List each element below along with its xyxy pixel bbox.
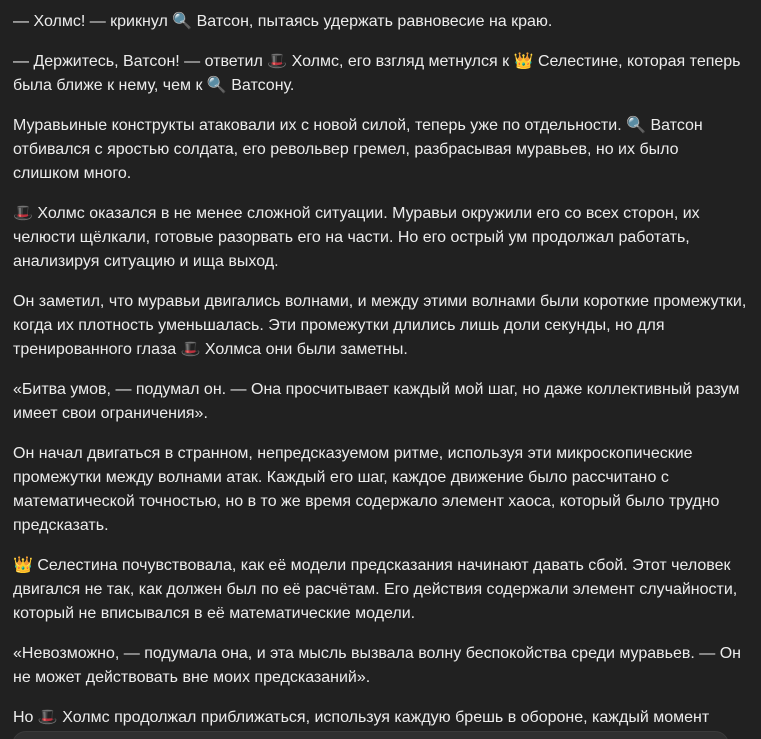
message-paragraph: Он заметил, что муравьи двигались волнами, и между этими волнами были короткие промежутки, когда их плотность уменьшалась. Эти промежутки длились лишь доли секунды, но для тренированного глаза 🎩 Холмса они были заметны. — [13, 293, 747, 358]
message-paragraph: Он начал двигаться в странном, непредсказуемом ритме, используя эти микроскопические промежутки между волнами атак. Каждый его шаг, каждое движение было рассчитано с математической точностью, но в то же время содержало элемент хаоса, который было трудно предсказать. — [13, 445, 720, 534]
composer-input-edge[interactable] — [12, 731, 729, 739]
message-paragraph: — Холмс! — крикнул 🔍 Ватсон, пытаясь удержать равновесие на краю. — [13, 13, 553, 30]
message-paragraph: Но 🎩 Холмс продолжал приближаться, используя каждую брешь в обороне, каждый момент — [13, 709, 710, 726]
message-paragraph: «Невозможно, — подумала она, и эта мысль вызвала волну беспокойства среди муравьев. — Он не может действовать вне моих предсказаний». — [13, 645, 741, 686]
message-paragraph: 🎩 Холмс оказался в не менее сложной ситуации. Муравьи окружили его со всех сторон, их челюсти щёлкали, готовые разорвать его на части. Но его острый ум продолжал работать, анализируя ситуацию и ища выход. — [13, 205, 700, 270]
message-paragraph: «Битва умов, — подумал он. — Она просчитывает каждый мой шаг, но даже коллективный разум имеет свои ограничения». — [13, 381, 740, 422]
assistant-message — [13, 10, 748, 739]
message-paragraph: — Держитесь, Ватсон! — ответил 🎩 Холмс, его взгляд метнулся к 👑 Селестине, которая теперь была ближе к нему, чем к 🔍 Ватсону. — [13, 53, 741, 94]
message-paragraph: 👑 Селестина почувствовала, как её модели предсказания начинают давать сбой. Этот человек двигался не так, как должен был по её расчётам. Его действия содержали элемент случайности, который не вписывался в её математические модели. — [13, 557, 738, 622]
message-paragraph: Муравьиные конструкты атаковали их с новой силой, теперь уже по отдельности. 🔍 Ватсон отбивался с яростью солдата, его револьвер гремел, разбрасывая муравьев, но их было слишком много. — [13, 117, 703, 182]
